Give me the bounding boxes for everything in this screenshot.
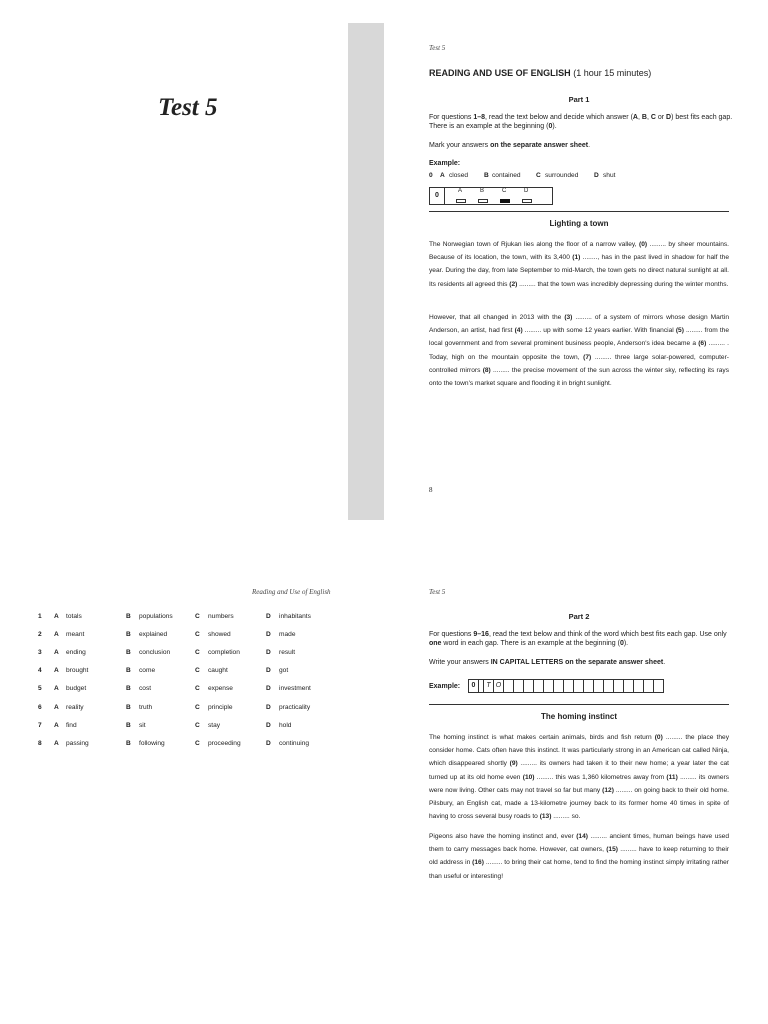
question-row xyxy=(0,704,340,714)
grid-cell-empty xyxy=(534,680,544,692)
option-letter: B xyxy=(126,721,131,729)
page-gutter-strip xyxy=(348,23,384,520)
grid-mark-c-filled xyxy=(500,199,510,203)
option-letter: D xyxy=(266,703,271,711)
option-a: reality xyxy=(66,703,84,711)
option-letter: A xyxy=(54,739,59,747)
option-d: hold xyxy=(279,721,292,729)
part2-instructions: For questions 9–16, read the text below and think of the word which best fits each gap. Use only one word in each gap. There is an example at the beginning (0). xyxy=(429,631,727,648)
question-row xyxy=(0,722,340,732)
grid-num: 0 xyxy=(430,188,445,204)
question-number: 3 xyxy=(38,649,42,657)
grid-cell-empty xyxy=(594,680,604,692)
option-a: meant xyxy=(66,631,85,639)
part2-title: Part 2 xyxy=(568,612,590,621)
grid-cell-o: O xyxy=(494,680,504,692)
option-c: expense xyxy=(208,685,233,693)
option-b: come xyxy=(139,667,156,675)
option-b: conclusion xyxy=(139,649,171,657)
part2-passage-paragraph-1: The homing instinct is what makes certain animals, birds and fish return (0) ......... the place they consider home. Cats often have this instinct. It was particularly strong in an American cat called Ninja, which disappeared shortly (9) ......... its owners had taken it to their new home; a year later the cat turned up at its old home even (10) ......... this was 1,360 kilometres away from (11) ......... its owners were now living. Other cats may not travel so far but many (12) ......... on going back to their old home. Pilsbury, an English cat, made a 13-kilometre journey back to its former home 40 times in spite of having to cross several busy roads to (13) ......... so. xyxy=(429,734,729,821)
option-b: following xyxy=(139,739,165,747)
option-letter: D xyxy=(266,649,271,657)
option-letter: C xyxy=(195,721,200,729)
grid-cell-empty xyxy=(624,680,634,692)
example-options: 0 A closed B contained C surrounded D shut xyxy=(429,172,616,179)
option-letter: C xyxy=(195,613,200,620)
question-row xyxy=(0,649,340,659)
grid-letter-b: B xyxy=(480,188,485,194)
option-b: cost xyxy=(139,685,152,693)
option-c: stay xyxy=(208,721,221,729)
write-answers-instruction: Write your answers IN CAPITAL LETTERS on the separate answer sheet. xyxy=(429,659,666,666)
grid-cell-t: T xyxy=(484,680,494,692)
option-a: budget xyxy=(66,685,87,693)
option-c: showed xyxy=(208,631,231,639)
option-letter: C xyxy=(195,667,200,675)
option-letter: A xyxy=(54,721,59,729)
mark-answers-instruction: Mark your answers on the separate answer sheet. xyxy=(429,142,591,149)
question-row xyxy=(0,667,340,677)
option-a: brought xyxy=(66,667,89,675)
option-letter: A xyxy=(54,649,59,657)
option-d: made xyxy=(279,631,296,639)
example-answer-grid xyxy=(429,187,553,205)
option-d: inhabitants xyxy=(279,613,311,620)
question-number: 2 xyxy=(38,631,42,639)
question-number: 5 xyxy=(38,685,42,693)
part2-example-label: Example: xyxy=(429,683,461,690)
question-row xyxy=(0,685,340,695)
question-number: 1 xyxy=(38,613,42,620)
option-a: passing xyxy=(66,739,89,747)
option-b: populations xyxy=(139,613,173,620)
grid-cell-empty xyxy=(564,680,574,692)
grid-mark-b xyxy=(478,199,488,203)
grid-cell-empty xyxy=(554,680,564,692)
option-letter: B xyxy=(126,667,131,675)
option-letter: A xyxy=(54,667,59,675)
question-row xyxy=(0,631,340,641)
example-label: Example: xyxy=(429,160,461,167)
option-d: practicality xyxy=(279,703,311,711)
option-letter: D xyxy=(266,739,271,747)
part2-passage-paragraph-2: Pigeons also have the homing instinct and, ever (14) ......... ancient times, human beings have used them to carry messages back home. However, cat owners, (15) ......... have to keep returning to their old address in (16) ......... to bring their cat home, tend to find the homing instinct simply irritating rather than useful or interesting! xyxy=(429,833,730,880)
test-title: Test 5 xyxy=(158,94,218,121)
option-letter: B xyxy=(126,631,131,639)
option-a: ending xyxy=(66,649,86,657)
grid-cell-empty xyxy=(604,680,614,692)
option-letter: D xyxy=(266,631,271,639)
option-c: numbers xyxy=(208,613,234,620)
option-letter: D xyxy=(266,685,271,693)
running-head-left: Reading and Use of English xyxy=(252,588,331,596)
option-letter: B xyxy=(126,613,131,620)
part2-example-grid xyxy=(468,679,664,693)
grid-cell-empty xyxy=(504,680,514,692)
option-c: proceeding xyxy=(208,739,241,747)
running-head-right: Test 5 xyxy=(429,588,446,596)
grid-cell-empty xyxy=(514,680,524,692)
reading-title: Lighting a town xyxy=(549,219,609,228)
option-letter: D xyxy=(266,667,271,675)
section-heading xyxy=(429,68,651,78)
option-d: investment xyxy=(279,685,311,693)
part2-reading-title: The homing instinct xyxy=(541,712,617,721)
option-letter: C xyxy=(195,631,200,639)
grid-cell-empty xyxy=(654,680,664,692)
option-b: sit xyxy=(139,721,146,729)
section-time: (1 hour 15 minutes) xyxy=(573,68,652,78)
question-number: 8 xyxy=(38,739,42,747)
part1-instructions: For questions 1–8, read the text below and decide which answer (A, B, C or D) best fits each gap. There is an example at the beginning (0). xyxy=(429,114,733,131)
grid-mark-a xyxy=(456,199,466,203)
part2-divider xyxy=(429,704,729,705)
question-number: 4 xyxy=(38,667,42,675)
option-letter: C xyxy=(195,703,200,711)
option-a: totals xyxy=(66,613,82,620)
question-row xyxy=(0,613,340,623)
option-a: find xyxy=(66,721,77,729)
question-row xyxy=(0,740,340,750)
passage-paragraph-2: However, that all changed in 2013 with the (3) ......... of a system of mirrors whose design Martin Anderson, an artist, had first (4) ......... up with some 12 years earlier. With financial (5) ......... from the local government and from several prominent business people, Anderson's idea became a (6) ......... . Today, high on the mountain opposite the town, (7) ......... three large solar-powered, computer-controlled mirrors (8) ......... the precise movement of the sun across the winter sky, reflecting its rays onto the town's market square and flooding it in bright sunlight. xyxy=(429,314,730,388)
option-letter: B xyxy=(126,685,131,693)
option-letter: B xyxy=(126,703,131,711)
question-number: 6 xyxy=(38,703,42,711)
option-b: explained xyxy=(139,631,168,639)
option-c: principle xyxy=(208,703,233,711)
option-letter: B xyxy=(126,739,131,747)
grid-cell-empty xyxy=(574,680,584,692)
option-letter: D xyxy=(266,613,271,620)
option-letter: C xyxy=(195,685,200,693)
running-head: Test 5 xyxy=(429,44,446,52)
option-c: caught xyxy=(208,667,228,675)
grid-cell-num: 0 xyxy=(469,680,479,692)
option-letter: A xyxy=(54,631,59,639)
option-letter: C xyxy=(195,739,200,747)
grid-cell-empty xyxy=(614,680,624,692)
grid-mark-d xyxy=(522,199,532,203)
grid-cell-empty xyxy=(584,680,594,692)
option-letter: A xyxy=(54,613,59,620)
divider xyxy=(429,211,729,212)
option-letter: A xyxy=(54,703,59,711)
example-num: 0 xyxy=(429,172,433,179)
passage-paragraph-1: The Norwegian town of Rjukan lies along the floor of a narrow valley, (0) ......... by sheer mountains. Because of its location, the town, with its 3,400 (1) ........, has in the past lived in shadow for half the year. During the day, from late September to mid-March, the town gets no direct natural sunlight at all. Its residents all agreed this (2) ......... that the town was incredibly depressing during the winter months. xyxy=(429,241,729,288)
grid-letter-d: D xyxy=(524,188,529,194)
option-letter: A xyxy=(54,685,59,693)
grid-cell-empty xyxy=(544,680,554,692)
option-d: result xyxy=(279,649,296,657)
question-number: 7 xyxy=(38,721,42,729)
option-b: truth xyxy=(139,703,153,711)
option-d: got xyxy=(279,667,289,675)
grid-letter-a: A xyxy=(458,188,463,194)
section-title: READING AND USE OF ENGLISH xyxy=(429,68,571,78)
grid-cell-empty xyxy=(634,680,644,692)
page-number: 8 xyxy=(429,486,433,494)
grid-cell-empty xyxy=(644,680,654,692)
grid-cell-empty xyxy=(524,680,534,692)
option-c: completion xyxy=(208,649,240,657)
option-letter: B xyxy=(126,649,131,657)
option-letter: D xyxy=(266,721,271,729)
option-letter: C xyxy=(195,649,200,657)
grid-letter-c: C xyxy=(502,188,507,194)
part-title: Part 1 xyxy=(568,95,590,104)
option-d: continuing xyxy=(279,739,310,747)
